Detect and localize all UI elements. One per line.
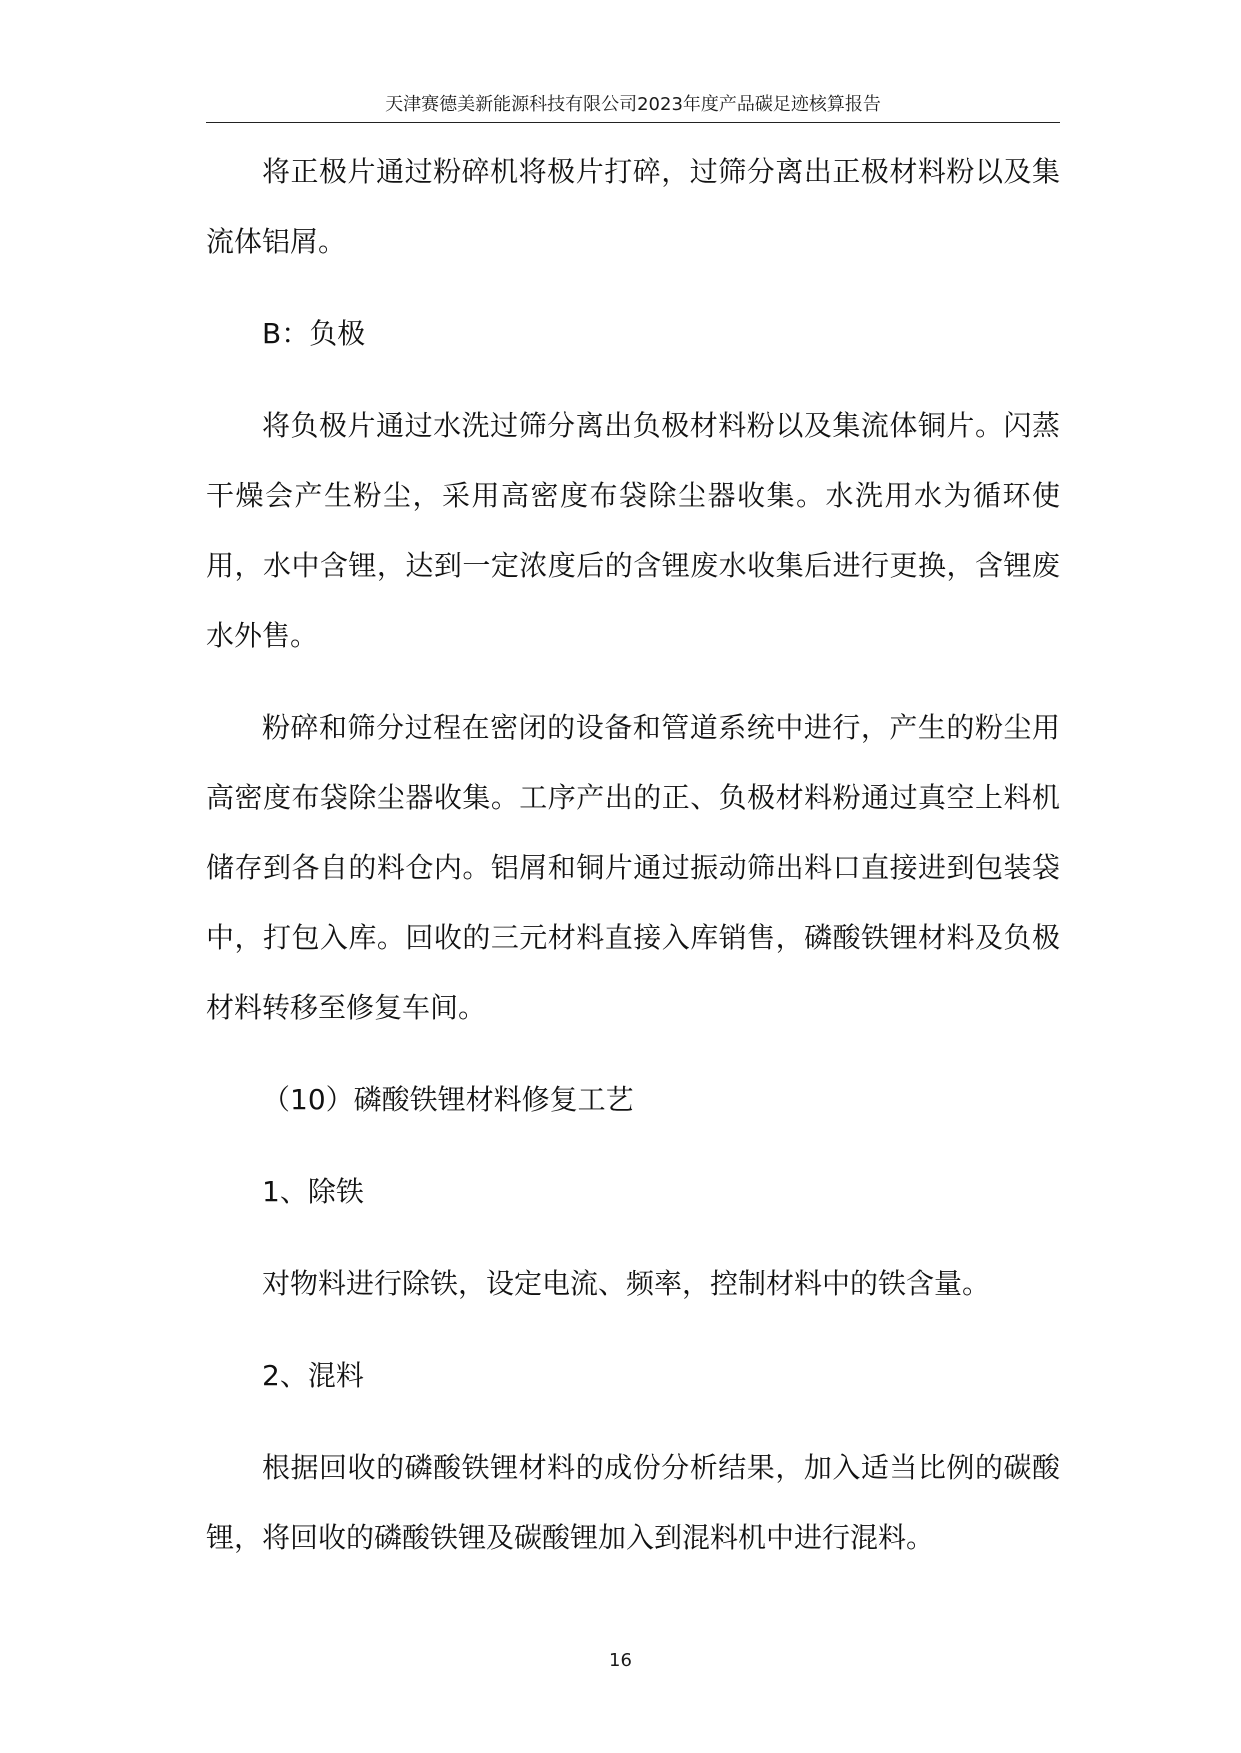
paragraph-crushing-screening: 粉碎和筛分过程在密闭的设备和管道系统中进行，产生的粉尘用高密度布袋除尘器收集。工序产出的正、负极材料粉通过真空上料机储存到各自的料仓内。铝屑和铜片通过振动筛出料口直接进到包装袋中，打包入库。回收的三元材料直接入库销售，磷酸铁锂材料及负极材料转移至修复车间。 xyxy=(206,711,1060,1024)
header-divider xyxy=(206,122,1060,123)
paragraph-iron-removal: 对物料进行除铁，设定电流、频率，控制材料中的铁含量。 xyxy=(262,1267,991,1300)
paragraph-mixing: 根据回收的磷酸铁锂材料的成份分析结果，加入适当比例的碳酸锂，将回收的磷酸铁锂及碳酸锂加入到混料机中进行混料。 xyxy=(206,1451,1060,1554)
heading-mixing: 2、混料 xyxy=(262,1359,364,1392)
page-body xyxy=(206,137,1060,1573)
heading-iron-removal: 1、除铁 xyxy=(262,1175,364,1208)
page-header: 天津赛德美新能源科技有限公司2023年度产品碳足迹核算报告 xyxy=(385,94,881,115)
paragraph-negative-electrode: 将负极片通过水洗过筛分离出负极材料粉以及集流体铜片。闪蒸干燥会产生粉尘，采用高密度布袋除尘器收集。水洗用水为循环使用，水中含锂，达到一定浓度后的含锂废水收集后进行更换，含锂废水外售。 xyxy=(206,409,1060,652)
page-number: 16 xyxy=(609,1650,632,1671)
paragraph-positive-electrode: 将正极片通过粉碎机将极片打碎，过筛分离出正极材料粉以及集流体铝屑。 xyxy=(206,155,1060,258)
heading-negative-electrode: B：负极 xyxy=(262,317,366,350)
heading-lfp-repair-process: （10）磷酸铁锂材料修复工艺 xyxy=(262,1083,634,1116)
